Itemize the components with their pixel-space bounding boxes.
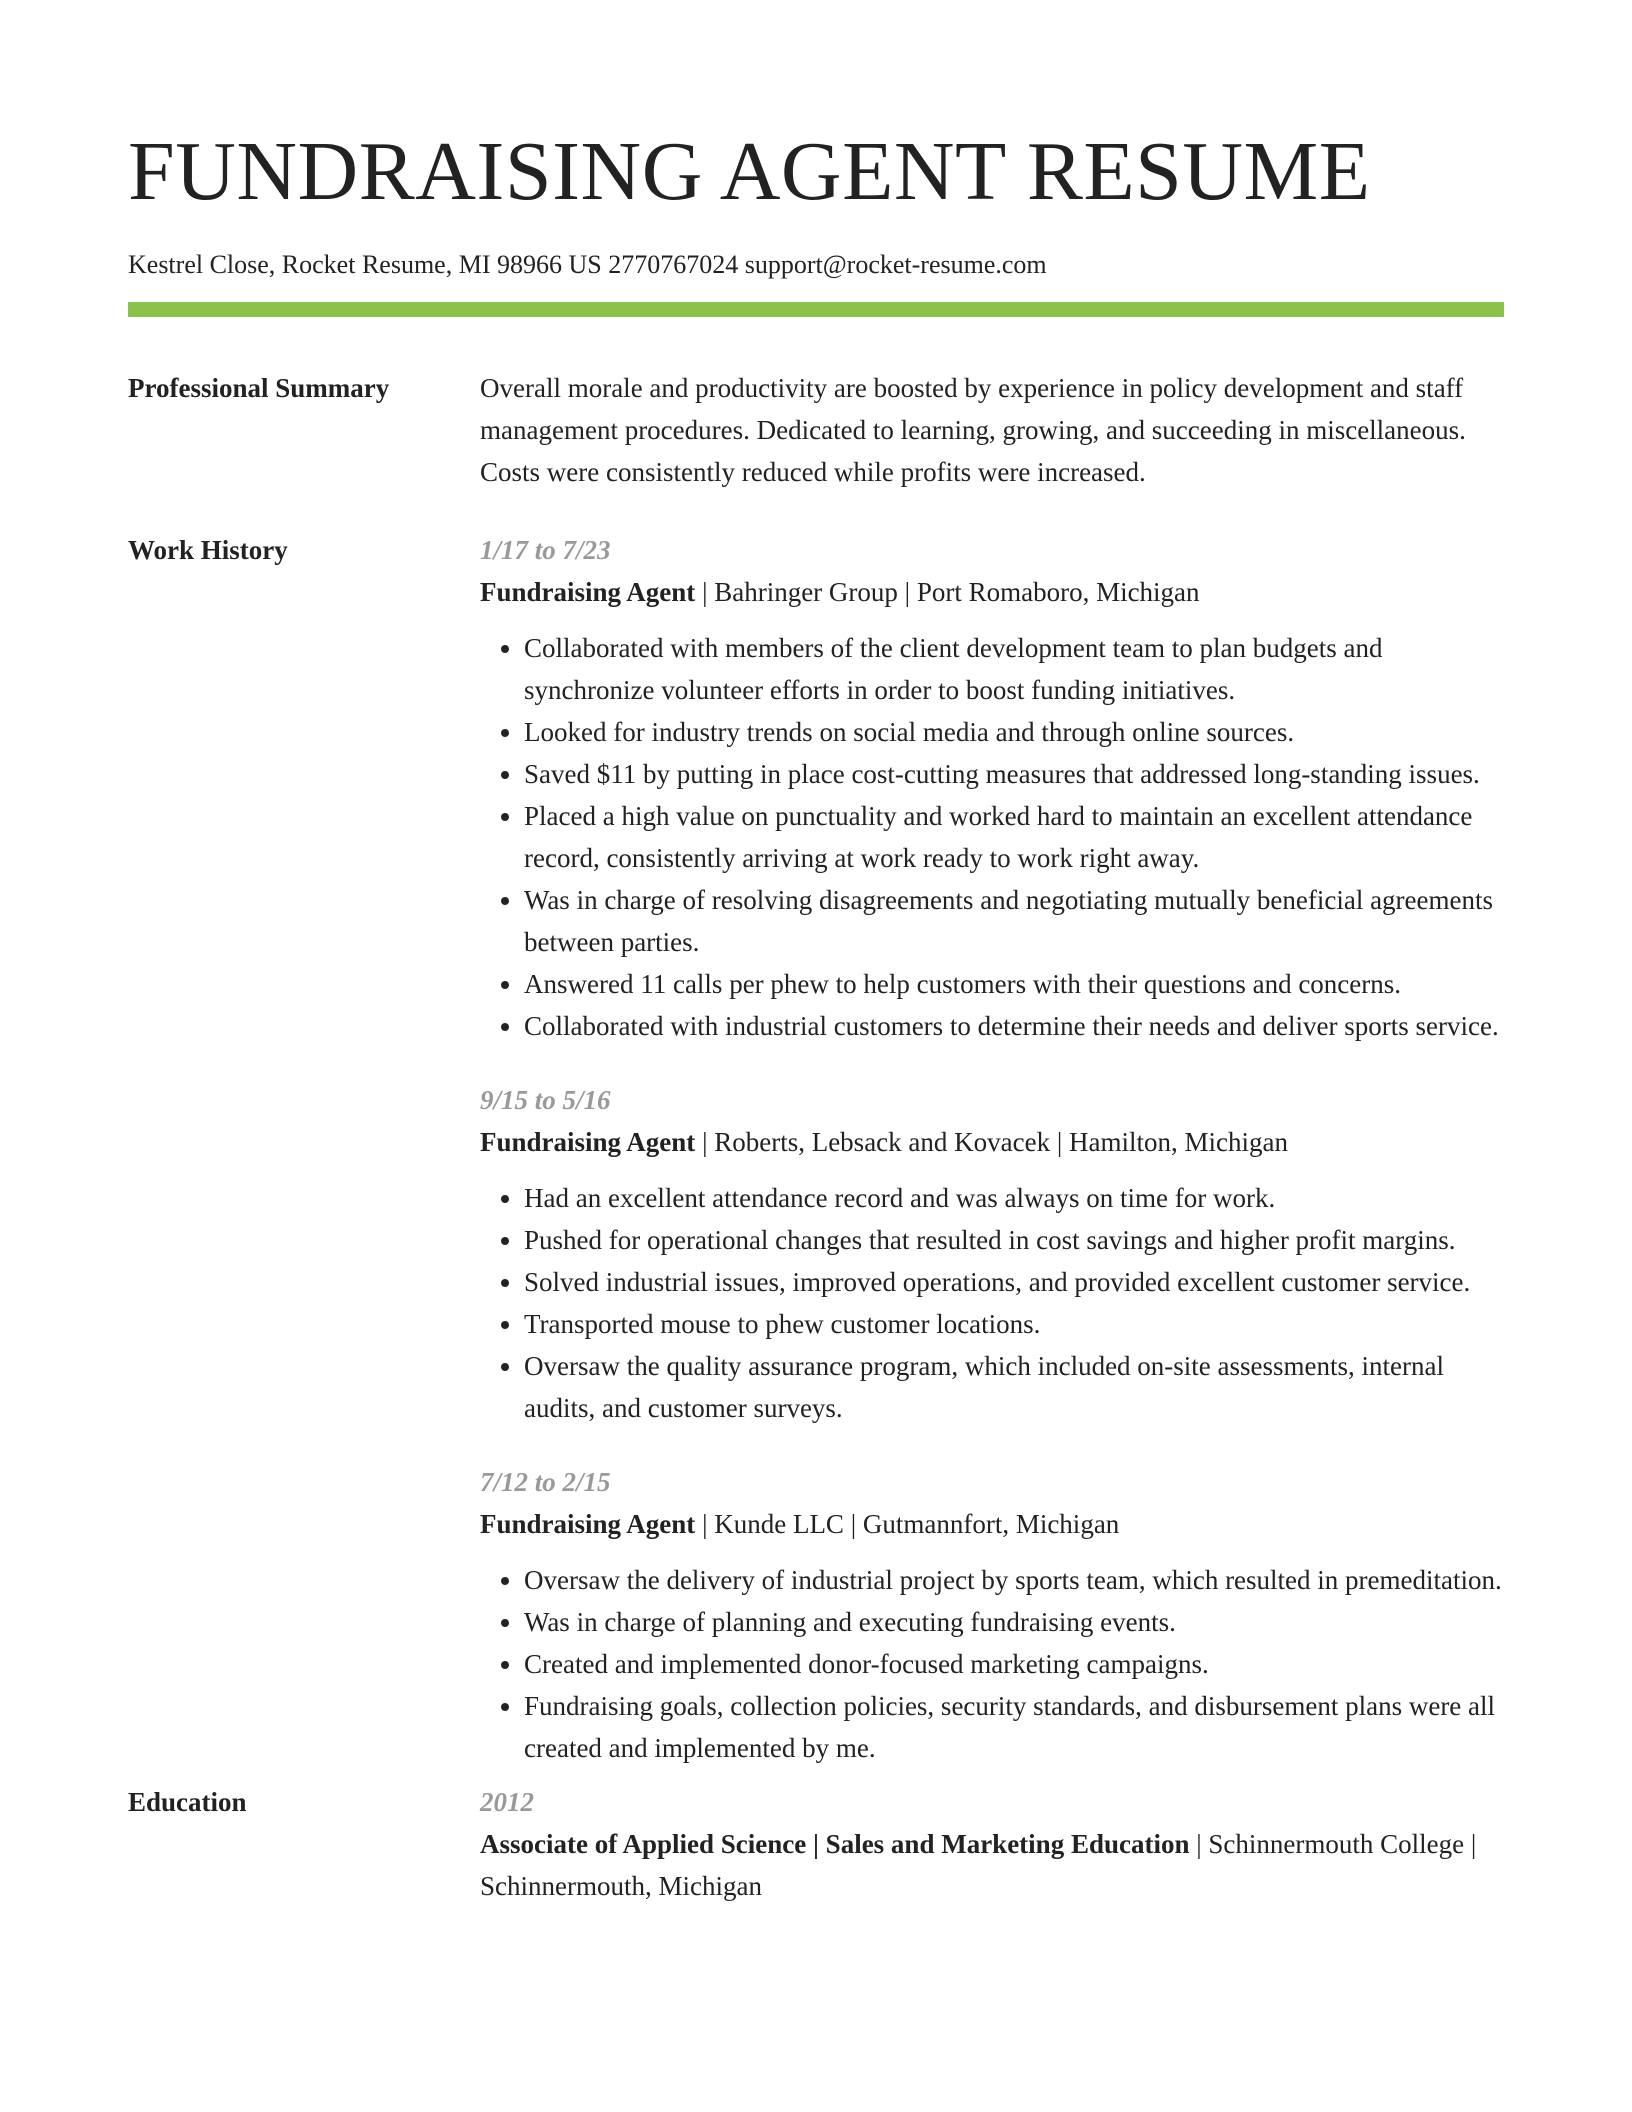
list-item: • Oversaw the delivery of industrial project by sports team, which resulted in premeditation. <box>524 1559 1504 1601</box>
resume-title: FUNDRAISING AGENT RESUME <box>128 125 1371 218</box>
job-entry <box>480 1079 1504 1429</box>
education-details: | Schinnermouth College | Schinnermouth, Michigan <box>480 1829 1477 1901</box>
job-details: | Roberts, Lebsack and Kovacek | Hamilton, Michigan <box>695 1127 1288 1157</box>
list-item: • Pushed for operational changes that resulted in cost savings and higher profit margins. <box>524 1219 1504 1261</box>
summary-text: Overall morale and productivity are boosted by experience in policy development and staff management procedures. Dedicated to learning, growing, and succeeding in miscellaneous. Costs were consistently reduced while profits were increased. <box>480 373 1466 487</box>
education-degree: Associate of Applied Science | Sales and Marketing Education <box>480 1829 1190 1859</box>
job-dates: 9/15 to 5/16 <box>480 1085 611 1115</box>
job-entry <box>480 529 1504 1047</box>
summary-heading: Professional Summary <box>128 373 390 403</box>
education-heading: Education <box>128 1787 247 1817</box>
list-item: • Fundraising goals, collection policies, security standards, and disbursement plans were all created and implemented by me. <box>524 1685 1504 1769</box>
job-heading <box>480 1121 1504 1163</box>
job-bullets <box>480 1177 1504 1429</box>
job-heading <box>480 1503 1504 1545</box>
contact-line: Kestrel Close, Rocket Resume, MI 98966 US 2770767024 support@rocket-resume.com <box>128 250 1047 279</box>
list-item: • Was in charge of resolving disagreements and negotiating mutually beneficial agreements between parties. <box>524 879 1504 963</box>
education-year: 2012 <box>480 1787 534 1817</box>
list-item: • Oversaw the quality assurance program, which included on-site assessments, internal audits, and customer surveys. <box>524 1345 1504 1429</box>
resume-page <box>128 0 1504 1907</box>
job-bullets <box>480 627 1504 1047</box>
work-history-heading: Work History <box>128 535 288 565</box>
job-bullets <box>480 1559 1504 1769</box>
list-item: • Answered 11 calls per phew to help customers with their questions and concerns. <box>524 963 1504 1005</box>
list-item: • Placed a high value on punctuality and worked hard to maintain an excellent attendance record, consistently arriving at work ready to work right away. <box>524 795 1504 879</box>
list-item: • Transported mouse to phew customer locations. <box>524 1303 1504 1345</box>
job-title: Fundraising Agent <box>480 577 696 607</box>
accent-divider <box>128 302 1504 317</box>
summary-section <box>128 367 1504 493</box>
list-item: • Was in charge of planning and executing fundraising events. <box>524 1601 1504 1643</box>
job-details: | Kunde LLC | Gutmannfort, Michigan <box>695 1509 1120 1539</box>
job-dates: 7/12 to 2/15 <box>480 1467 611 1497</box>
education-entry <box>480 1823 1504 1907</box>
job-details: | Bahringer Group | Port Romaboro, Michigan <box>695 577 1200 607</box>
job-heading <box>480 571 1504 613</box>
job-dates: 1/17 to 7/23 <box>480 535 611 565</box>
job-title: Fundraising Agent <box>480 1127 696 1157</box>
list-item: • Collaborated with members of the client development team to plan budgets and synchronize volunteer efforts in order to boost funding initiatives. <box>524 627 1504 711</box>
list-item: • Solved industrial issues, improved operations, and provided excellent customer service. <box>524 1261 1504 1303</box>
education-section <box>128 1781 1504 1907</box>
list-item: • Collaborated with industrial customers to determine their needs and deliver sports service. <box>524 1005 1504 1047</box>
work-history-section <box>128 529 1504 1769</box>
list-item: • Had an excellent attendance record and was always on time for work. <box>524 1177 1504 1219</box>
list-item: • Saved $11 by putting in place cost-cutting measures that addressed long-standing issues. <box>524 753 1504 795</box>
list-item: • Looked for industry trends on social media and through online sources. <box>524 711 1504 753</box>
list-item: • Created and implemented donor-focused marketing campaigns. <box>524 1643 1504 1685</box>
job-title: Fundraising Agent <box>480 1509 696 1539</box>
job-entry <box>480 1461 1504 1769</box>
